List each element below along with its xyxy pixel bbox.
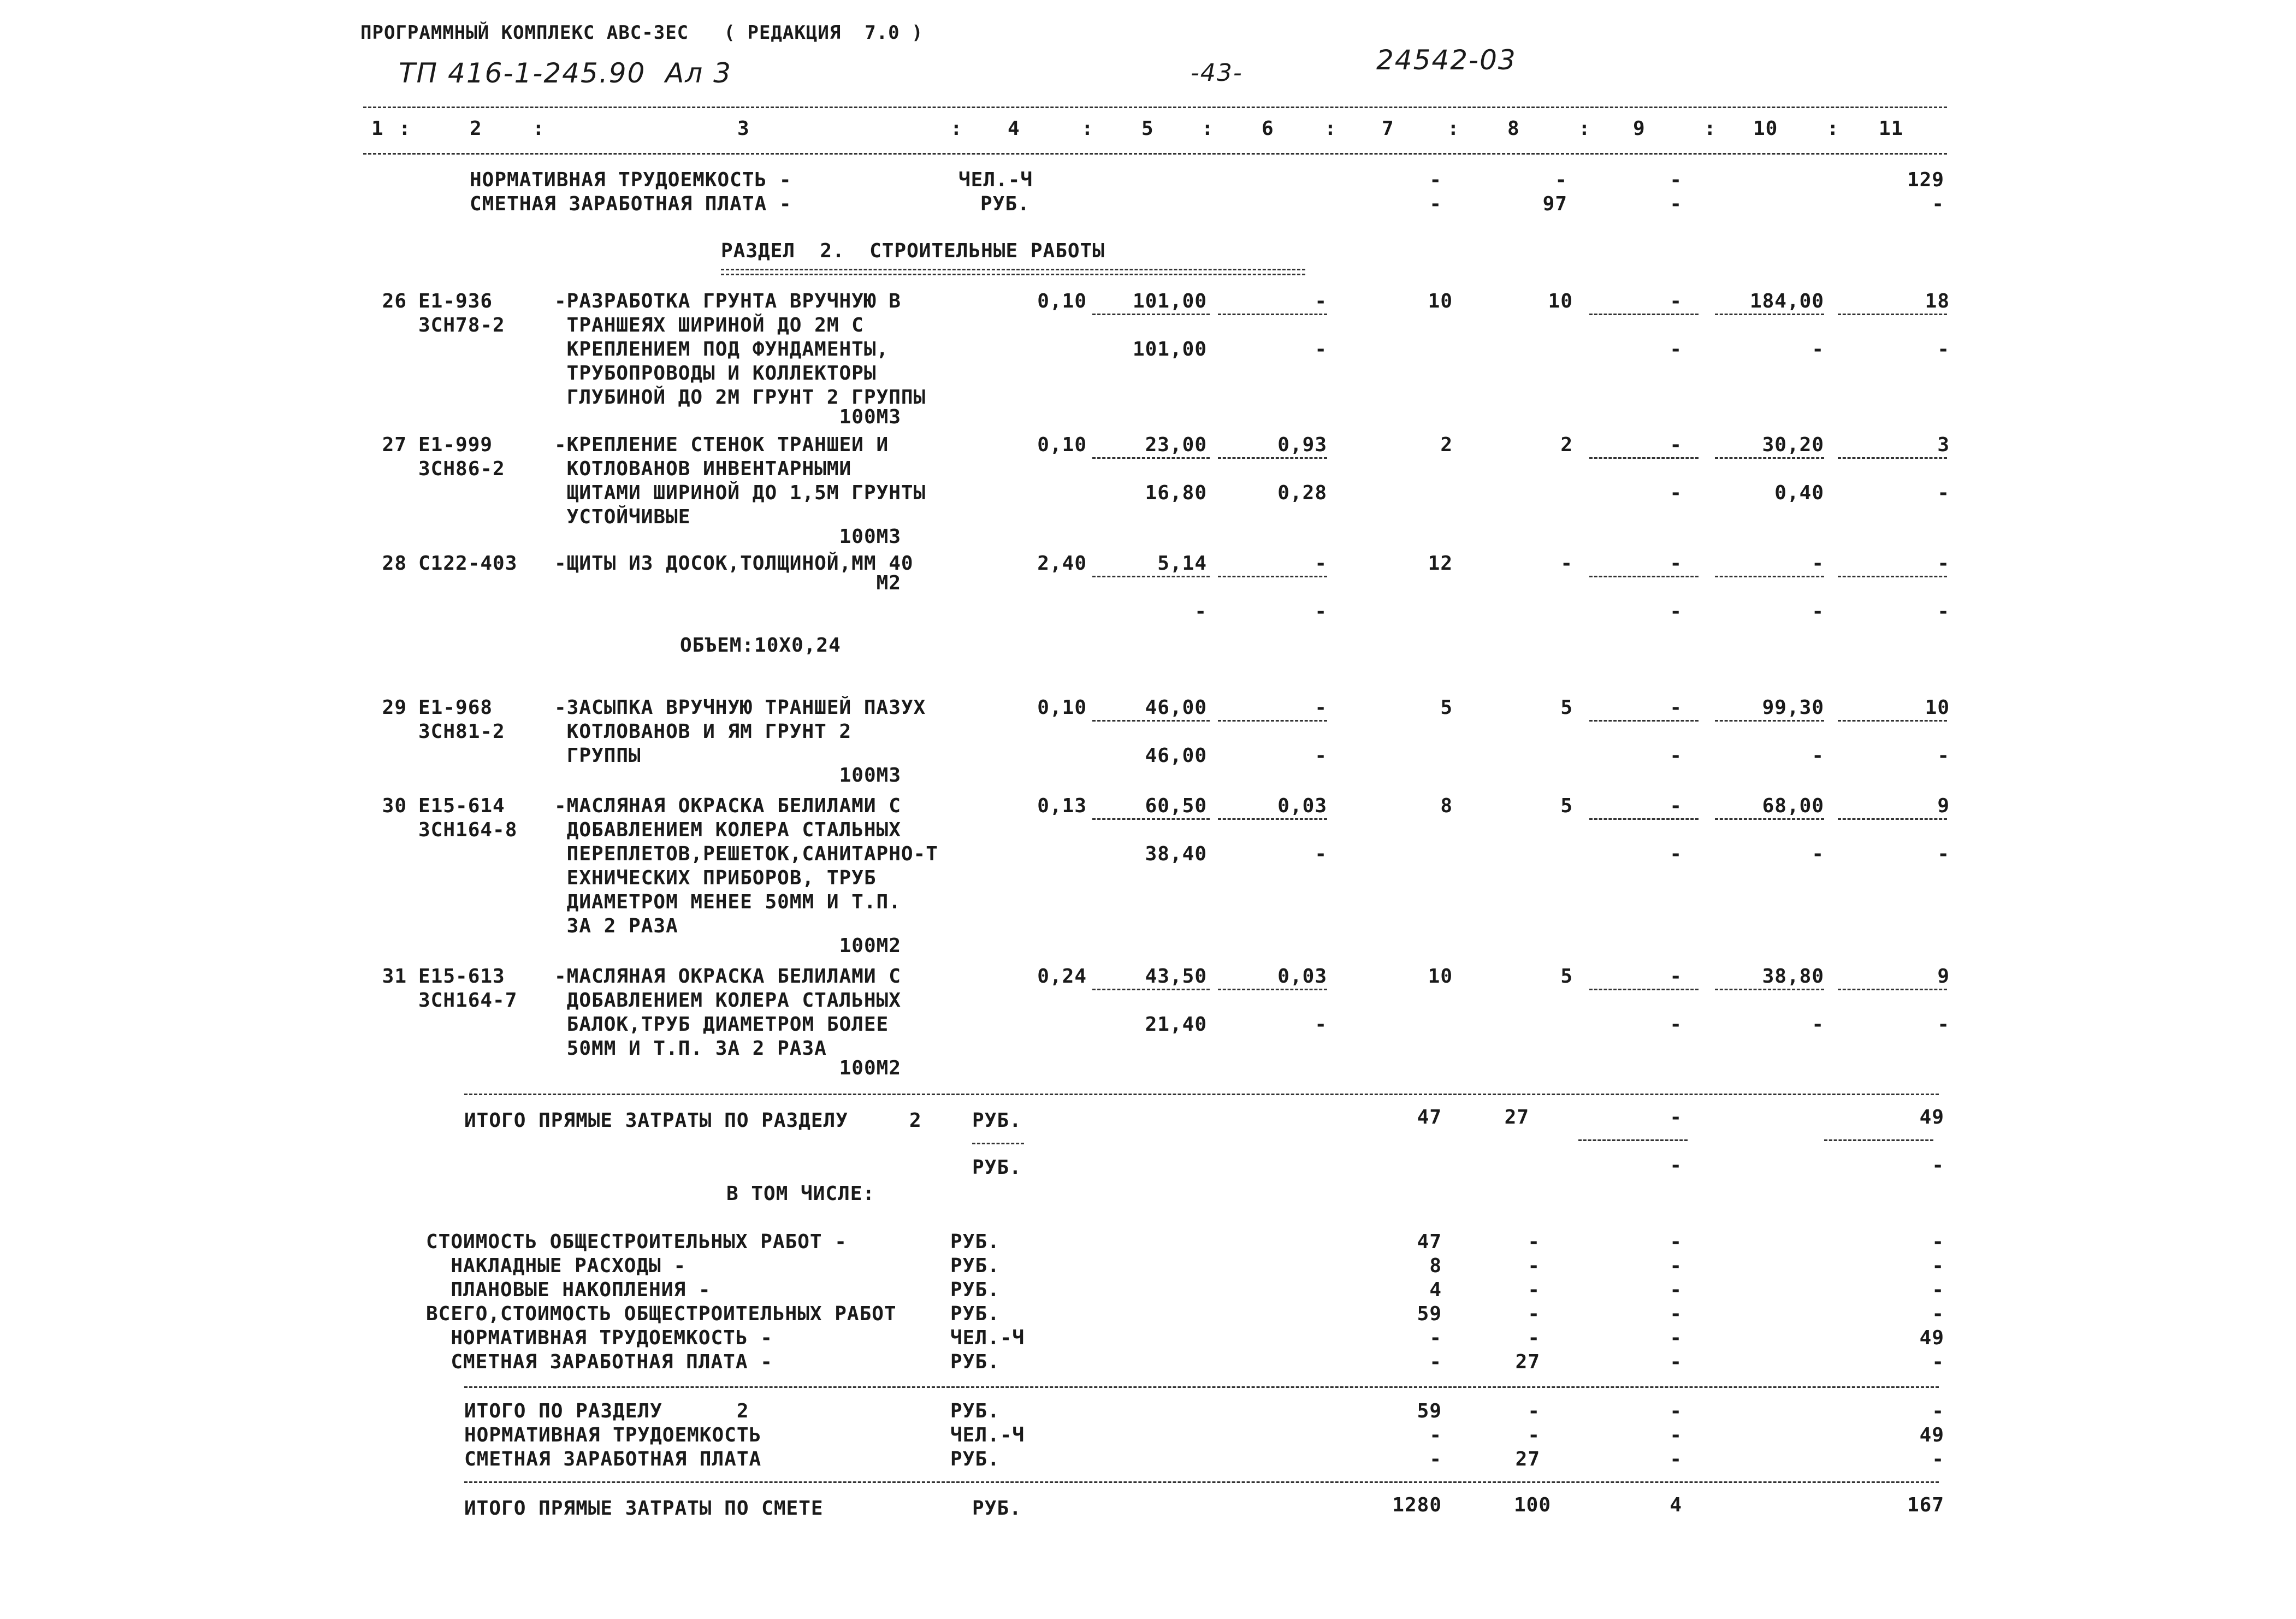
item-c5-rule (1092, 720, 1210, 722)
column-separator: : (399, 117, 411, 140)
breakdown-c11: - (1932, 1351, 1944, 1373)
item-description-line: -МАСЛЯНАЯ ОКРАСКА БЕЛИЛАМИ С (554, 795, 901, 817)
item-machine-wage: - (1315, 744, 1327, 767)
item-c5-rule (1092, 457, 1210, 459)
total-c11-rule (1824, 1139, 1933, 1141)
item-c11-rule (1838, 576, 1947, 577)
breakdown-c8: - (1528, 1231, 1540, 1253)
item-c6-rule (1218, 720, 1327, 722)
item-number: 30 (382, 795, 407, 817)
item-cost-wage: 5 (1560, 965, 1573, 988)
item-c11-rule (1838, 457, 1947, 459)
prev-labor-label: НОРМАТИВНАЯ ТРУДОЕМКОСТЬ - (470, 169, 792, 191)
item-c10-lower: - (1812, 600, 1824, 623)
estimate-total-c8: 100 (1513, 1494, 1551, 1516)
estimate-total-rule (464, 1481, 1939, 1483)
breakdown-c8: - (1528, 1303, 1540, 1325)
item-number: 28 (382, 552, 407, 575)
breakdown-unit: ЧЕЛ.-Ч (950, 1327, 1025, 1349)
item-machine-wage: 0,28 (1277, 482, 1327, 504)
total-direct-c11b: - (1932, 1154, 1944, 1177)
item-c10-lower: - (1812, 843, 1824, 865)
item-code: Е15-614 (418, 795, 505, 817)
item-c5-rule (1092, 314, 1210, 315)
item-c11-rule (1838, 720, 1947, 722)
prev-labor-c11: 129 (1907, 169, 1944, 191)
breakdown-label: НОРМАТИВНАЯ ТРУДОЕМКОСТЬ - (426, 1327, 773, 1349)
item-description-line: ГРУППЫ (554, 744, 641, 767)
item-c11-rule (1838, 314, 1947, 315)
item-description-line: 50ММ И Т.П. ЗА 2 РАЗА (554, 1037, 827, 1060)
item-quantity: 0,13 (1037, 795, 1087, 817)
item-c9-lower: - (1670, 338, 1682, 361)
item-c11-lower: - (1937, 1013, 1950, 1036)
item-price-wage: 46,00 (1145, 744, 1207, 767)
item-c6-rule (1218, 989, 1327, 990)
item-description-line: ДИАМЕТРОМ МЕНЕЕ 50ММ И Т.П. (554, 891, 901, 913)
item-code-secondary: 3СН86-2 (418, 458, 505, 480)
total-direct-section: 2 (909, 1109, 922, 1132)
section-total-rule (464, 1386, 1939, 1388)
prev-wage-c7: - (1429, 193, 1442, 215)
item-machine-wage: - (1315, 1013, 1327, 1036)
breakdown-label: ПЛАНОВЫЕ НАКОПЛЕНИЯ - (426, 1279, 711, 1301)
item-c9-rule (1589, 818, 1699, 820)
item-c9-lower: - (1670, 600, 1682, 623)
item-cost-wage: - (1560, 552, 1573, 575)
item-unit: 100М3 (839, 764, 901, 787)
item-labor-total: - (1937, 552, 1950, 575)
section-total-c8: - (1528, 1400, 1540, 1422)
column-separator: : (1827, 117, 1839, 140)
item-c5-rule (1092, 989, 1210, 990)
total-direct-c11: 49 (1919, 1106, 1944, 1128)
prev-labor-c7: - (1429, 169, 1442, 191)
item-description-line: ЕХНИЧЕСКИХ ПРИБОРОВ, ТРУБ (554, 867, 877, 889)
item-unit: 100М2 (839, 935, 901, 957)
section-total-c11: - (1932, 1400, 1944, 1422)
item-c9-lower: - (1670, 1013, 1682, 1036)
item-price-total: 101,00 (1132, 290, 1207, 312)
breakdown-c9: - (1670, 1303, 1682, 1325)
breakdown-label: СМЕТНАЯ ЗАРАБОТНАЯ ПЛАТА - (426, 1351, 773, 1373)
column-number: 10 (1753, 117, 1778, 140)
item-price-wage: 21,40 (1145, 1013, 1207, 1036)
item-c10-rule (1715, 818, 1824, 820)
total-unit-rule (972, 1143, 1024, 1144)
item-price-wage: 38,40 (1145, 843, 1207, 865)
breakdown-c8: - (1528, 1327, 1540, 1349)
including-label: В ТОМ ЧИСЛЕ: (726, 1183, 875, 1205)
item-c9-lower: - (1670, 482, 1682, 504)
item-description-line: ДОБАВЛЕНИЕМ КОЛЕРА СТАЛЬНЫХ (554, 989, 901, 1012)
item-c10-rule (1715, 720, 1824, 722)
item-c11-lower: - (1937, 482, 1950, 504)
breakdown-c11: - (1932, 1255, 1944, 1277)
item-code-secondary: 3СН164-7 (418, 989, 518, 1012)
item-description-line: ТРАНШЕЯХ ШИРИНОЙ ДО 2М С (554, 314, 864, 336)
item-code-secondary: 3СН164-8 (418, 819, 518, 841)
item-cost-c9: - (1670, 434, 1682, 456)
document-code: 24542-03 (1376, 44, 1517, 76)
item-c11-lower: - (1937, 843, 1950, 865)
breakdown-c9: - (1670, 1327, 1682, 1349)
item-c10-rule (1715, 314, 1824, 315)
item-number: 31 (382, 965, 407, 988)
breakdown-c11: - (1932, 1279, 1944, 1301)
item-c10-lower: 0,40 (1774, 482, 1824, 504)
item-c10-lower: - (1812, 338, 1824, 361)
item-quantity: 0,10 (1037, 434, 1087, 456)
item-description-line: ТРУБОПРОВОДЫ И КОЛЛЕКТОРЫ (554, 362, 877, 385)
prev-wage-c9: - (1670, 193, 1682, 215)
item-c9-rule (1589, 457, 1699, 459)
breakdown-c8: - (1528, 1279, 1540, 1301)
section-title: РАЗДЕЛ 2. СТРОИТЕЛЬНЫЕ РАБОТЫ (721, 240, 1105, 262)
breakdown-c7: 47 (1417, 1231, 1442, 1253)
item-code: Е1-968 (418, 696, 493, 719)
item-price-total: 5,14 (1157, 552, 1207, 575)
item-c10-rule (1715, 576, 1824, 577)
estimate-total-c9: 4 (1670, 1494, 1682, 1516)
estimate-total-c11: 167 (1907, 1494, 1944, 1516)
total-direct-c7: 47 (1417, 1106, 1442, 1128)
item-cost-c9: - (1670, 965, 1682, 988)
breakdown-c11: - (1932, 1303, 1944, 1325)
item-price-total: 23,00 (1145, 434, 1207, 456)
item-labor-unit: - (1812, 552, 1824, 575)
item-c5-rule (1092, 576, 1210, 577)
item-c5-rule (1092, 818, 1210, 820)
item-c10-lower: - (1812, 744, 1824, 767)
total-direct-c9: - (1670, 1106, 1682, 1128)
item-machine-wage: - (1315, 843, 1327, 865)
column-number: 1 (371, 117, 384, 140)
item-price-machine: - (1315, 696, 1327, 719)
item-price-machine: - (1315, 552, 1327, 575)
item-price-wage: 101,00 (1132, 338, 1207, 361)
item-c9-rule (1589, 314, 1699, 315)
prev-wage-unit: РУБ. (980, 193, 1030, 215)
breakdown-c7: - (1429, 1327, 1442, 1349)
item-cost-total: 10 (1428, 965, 1453, 988)
prev-labor-unit: ЧЕЛ.-Ч (958, 169, 1033, 191)
item-price-machine: 0,03 (1277, 965, 1327, 988)
section-title-underline (721, 269, 1305, 275)
breakdown-c7: 59 (1417, 1303, 1442, 1325)
item-description-line: БАЛОК,ТРУБ ДИАМЕТРОМ БОЛЕЕ (554, 1013, 889, 1036)
item-cost-c9: - (1670, 696, 1682, 719)
column-number: 6 (1262, 117, 1274, 140)
breakdown-label: НАКЛАДНЫЕ РАСХОДЫ - (426, 1255, 687, 1277)
item-labor-unit: 184,00 (1749, 290, 1824, 312)
header-top-rule (363, 107, 1947, 108)
item-description-line: -КРЕПЛЕНИЕ СТЕНОК ТРАНШЕИ И (554, 434, 889, 456)
item-cost-total: 5 (1440, 696, 1453, 719)
section-total-c8: - (1528, 1424, 1540, 1446)
item-labor-total: 10 (1925, 696, 1950, 719)
item-cost-total: 2 (1440, 434, 1453, 456)
total-direct-c9b: - (1670, 1154, 1682, 1177)
prev-wage-label: СМЕТНАЯ ЗАРАБОТНАЯ ПЛАТА - (470, 193, 792, 215)
prev-labor-c9: - (1670, 169, 1682, 191)
item-description-line: -ЩИТЫ ИЗ ДОСОК,ТОЛЩИНОЙ,ММ 40 (554, 552, 914, 575)
header-bottom-rule (363, 153, 1947, 155)
item-c11-lower: - (1937, 744, 1950, 767)
breakdown-c7: 8 (1429, 1255, 1442, 1277)
item-c9-rule (1589, 720, 1699, 722)
item-machine-wage: - (1315, 600, 1327, 623)
item-c11-lower: - (1937, 338, 1950, 361)
item-price-wage: - (1194, 600, 1207, 623)
item-description-line: ДОБАВЛЕНИЕМ КОЛЕРА СТАЛЬНЫХ (554, 819, 901, 841)
column-number: 2 (470, 117, 482, 140)
breakdown-c11: 49 (1919, 1327, 1944, 1349)
breakdown-unit: РУБ. (950, 1279, 1000, 1301)
section-total-label: ИТОГО ПО РАЗДЕЛУ 2 (464, 1400, 749, 1422)
item-price-machine: 0,03 (1277, 795, 1327, 817)
column-number: 7 (1382, 117, 1394, 140)
prev-wage-c11: - (1932, 193, 1944, 215)
item-volume: ОБЪЕМ:10Х0,24 (680, 634, 841, 657)
column-separator: : (1081, 117, 1094, 140)
item-c10-rule (1715, 989, 1824, 990)
estimate-total-unit: РУБ. (972, 1497, 1022, 1520)
item-quantity: 0,24 (1037, 965, 1087, 988)
prev-labor-c8: - (1555, 169, 1567, 191)
item-cost-wage: 10 (1548, 290, 1573, 312)
item-price-machine: 0,93 (1277, 434, 1327, 456)
item-code: Е1-936 (418, 290, 493, 312)
item-unit: М2 (876, 572, 901, 594)
item-labor-total: 3 (1937, 434, 1950, 456)
item-cost-c9: - (1670, 290, 1682, 312)
item-cost-wage: 5 (1560, 696, 1573, 719)
section-total-c7: - (1429, 1424, 1442, 1446)
item-description-line: ГЛУБИНОЙ ДО 2М ГРУНТ 2 ГРУППЫ (554, 386, 926, 409)
item-price-total: 60,50 (1145, 795, 1207, 817)
item-cost-wage: 5 (1560, 795, 1573, 817)
column-separator: : (1447, 117, 1460, 140)
item-description-line: -РАЗРАБОТКА ГРУНТА ВРУЧНУЮ В (554, 290, 901, 312)
column-number: 11 (1879, 117, 1904, 140)
item-machine-wage: - (1315, 338, 1327, 361)
section-total-c7: - (1429, 1448, 1442, 1470)
breakdown-c11: - (1932, 1231, 1944, 1253)
page-number: -43- (1191, 59, 1243, 87)
column-separator: : (532, 117, 545, 140)
item-code-secondary: 3СН81-2 (418, 720, 505, 743)
column-separator: : (1704, 117, 1717, 140)
item-description-line: КОТЛОВАНОВ ИНВЕНТАРНЫМИ (554, 458, 852, 480)
breakdown-c7: 4 (1429, 1279, 1442, 1301)
item-quantity: 2,40 (1037, 552, 1087, 575)
breakdown-c9: - (1670, 1231, 1682, 1253)
column-number: 3 (737, 117, 750, 140)
section-total-unit: РУБ. (950, 1400, 1000, 1422)
item-labor-total: 9 (1937, 965, 1950, 988)
item-c6-rule (1218, 314, 1327, 315)
item-number: 26 (382, 290, 407, 312)
breakdown-unit: РУБ. (950, 1351, 1000, 1373)
item-description-line: ПЕРЕПЛЕТОВ,РЕШЕТОК,САНИТАРНО-Т (554, 843, 938, 865)
section-total-c11: - (1932, 1448, 1944, 1470)
breakdown-c9: - (1670, 1279, 1682, 1301)
column-separator: : (1578, 117, 1591, 140)
total-direct-c8: 27 (1504, 1106, 1529, 1128)
section-total-unit: ЧЕЛ.-Ч (950, 1424, 1025, 1446)
item-labor-total: 9 (1937, 795, 1950, 817)
column-number: 5 (1141, 117, 1154, 140)
item-cost-c9: - (1670, 552, 1682, 575)
section-total-c9: - (1670, 1400, 1682, 1422)
item-c6-rule (1218, 457, 1327, 459)
estimate-total-label: ИТОГО ПРЯМЫЕ ЗАТРАТЫ ПО СМЕТЕ (464, 1497, 824, 1520)
item-description-line: КОТЛОВАНОВ И ЯМ ГРУНТ 2 (554, 720, 852, 743)
program-header: ПРОГРАММНЫЙ КОМПЛЕКС АВС-3ЕС ( РЕДАКЦИЯ 7.0 ) (360, 22, 924, 44)
item-labor-unit: 99,30 (1762, 696, 1824, 719)
item-description-line: -ЗАСЫПКА ВРУЧНУЮ ТРАНШЕЙ ПАЗУХ (554, 696, 926, 719)
item-quantity: 0,10 (1037, 696, 1087, 719)
item-unit: 100М2 (839, 1057, 901, 1079)
item-cost-wage: 2 (1560, 434, 1573, 456)
breakdown-unit: РУБ. (950, 1303, 1000, 1325)
item-description-line: ЩИТАМИ ШИРИНОЙ ДО 1,5М ГРУНТЫ (554, 482, 926, 504)
item-quantity: 0,10 (1037, 290, 1087, 312)
section-total-c7: 59 (1417, 1400, 1442, 1422)
item-c10-lower: - (1812, 1013, 1824, 1036)
section-total-c11: 49 (1919, 1424, 1944, 1446)
breakdown-unit: РУБ. (950, 1231, 1000, 1253)
breakdown-unit: РУБ. (950, 1255, 1000, 1277)
item-description-line: ЗА 2 РАЗА (554, 915, 678, 937)
item-description-line: КРЕПЛЕНИЕМ ПОД ФУНДАМЕНТЫ, (554, 338, 889, 361)
item-description-line: -МАСЛЯНАЯ ОКРАСКА БЕЛИЛАМИ С (554, 965, 901, 988)
section-total-c9: - (1670, 1424, 1682, 1446)
item-c9-rule (1589, 989, 1699, 990)
item-description-line: УСТОЙЧИВЫЕ (554, 506, 691, 528)
item-labor-total: 18 (1925, 290, 1950, 312)
item-cost-c9: - (1670, 795, 1682, 817)
item-c11-lower: - (1937, 600, 1950, 623)
breakdown-c8: 27 (1515, 1351, 1540, 1373)
item-c6-rule (1218, 576, 1327, 577)
breakdown-c8: - (1528, 1255, 1540, 1277)
breakdown-c9: - (1670, 1351, 1682, 1373)
item-unit: 100М3 (839, 525, 901, 548)
item-cost-total: 10 (1428, 290, 1453, 312)
item-price-wage: 16,80 (1145, 482, 1207, 504)
column-separator: : (950, 117, 963, 140)
item-cost-total: 8 (1440, 795, 1453, 817)
item-code-secondary: 3СН78-2 (418, 314, 505, 336)
column-number: 8 (1507, 117, 1520, 140)
item-c9-rule (1589, 576, 1699, 577)
item-price-total: 43,50 (1145, 965, 1207, 988)
item-c11-rule (1838, 989, 1947, 990)
item-code: Е1-999 (418, 434, 493, 456)
item-number: 27 (382, 434, 407, 456)
total-direct-unit2: РУБ. (972, 1156, 1022, 1179)
item-c9-lower: - (1670, 843, 1682, 865)
column-number: 4 (1008, 117, 1020, 140)
estimate-total-c7: 1280 (1392, 1494, 1442, 1516)
item-labor-unit: 30,20 (1762, 434, 1824, 456)
breakdown-c9: - (1670, 1255, 1682, 1277)
item-code: С122-403 (418, 552, 518, 575)
breakdown-c7: - (1429, 1351, 1442, 1373)
item-cost-total: 12 (1428, 552, 1453, 575)
breakdown-label: СТОИМОСТЬ ОБЩЕСТРОИТЕЛЬНЫХ РАБОТ - (426, 1231, 847, 1253)
project-code: ТП 416-1-245.90 Ал 3 (399, 57, 732, 89)
column-separator: : (1202, 117, 1214, 140)
section-total-label: НОРМАТИВНАЯ ТРУДОЕМКОСТЬ (464, 1424, 762, 1446)
total-direct-unit: РУБ. (972, 1109, 1022, 1132)
item-price-total: 46,00 (1145, 696, 1207, 719)
prev-wage-c8: 97 (1542, 193, 1567, 215)
section-total-c8: 27 (1515, 1448, 1540, 1470)
item-code: Е15-613 (418, 965, 505, 988)
item-c11-rule (1838, 818, 1947, 820)
column-number: 9 (1633, 117, 1646, 140)
total-c9-rule (1578, 1139, 1688, 1141)
item-price-machine: - (1315, 290, 1327, 312)
item-labor-unit: 38,80 (1762, 965, 1824, 988)
breakdown-label: ВСЕГО,СТОИМОСТЬ ОБЩЕСТРОИТЕЛЬНЫХ РАБОТ (426, 1303, 897, 1325)
item-c10-rule (1715, 457, 1824, 459)
total-direct-label: ИТОГО ПРЯМЫЕ ЗАТРАТЫ ПО РАЗДЕЛУ (464, 1109, 848, 1132)
item-c9-lower: - (1670, 744, 1682, 767)
column-separator: : (1324, 117, 1337, 140)
total-top-rule (464, 1094, 1939, 1095)
item-labor-unit: 68,00 (1762, 795, 1824, 817)
item-number: 29 (382, 696, 407, 719)
section-total-c9: - (1670, 1448, 1682, 1470)
section-total-label: СМЕТНАЯ ЗАРАБОТНАЯ ПЛАТА (464, 1448, 762, 1470)
section-total-unit: РУБ. (950, 1448, 1000, 1470)
item-unit: 100М3 (839, 406, 901, 428)
item-c6-rule (1218, 818, 1327, 820)
